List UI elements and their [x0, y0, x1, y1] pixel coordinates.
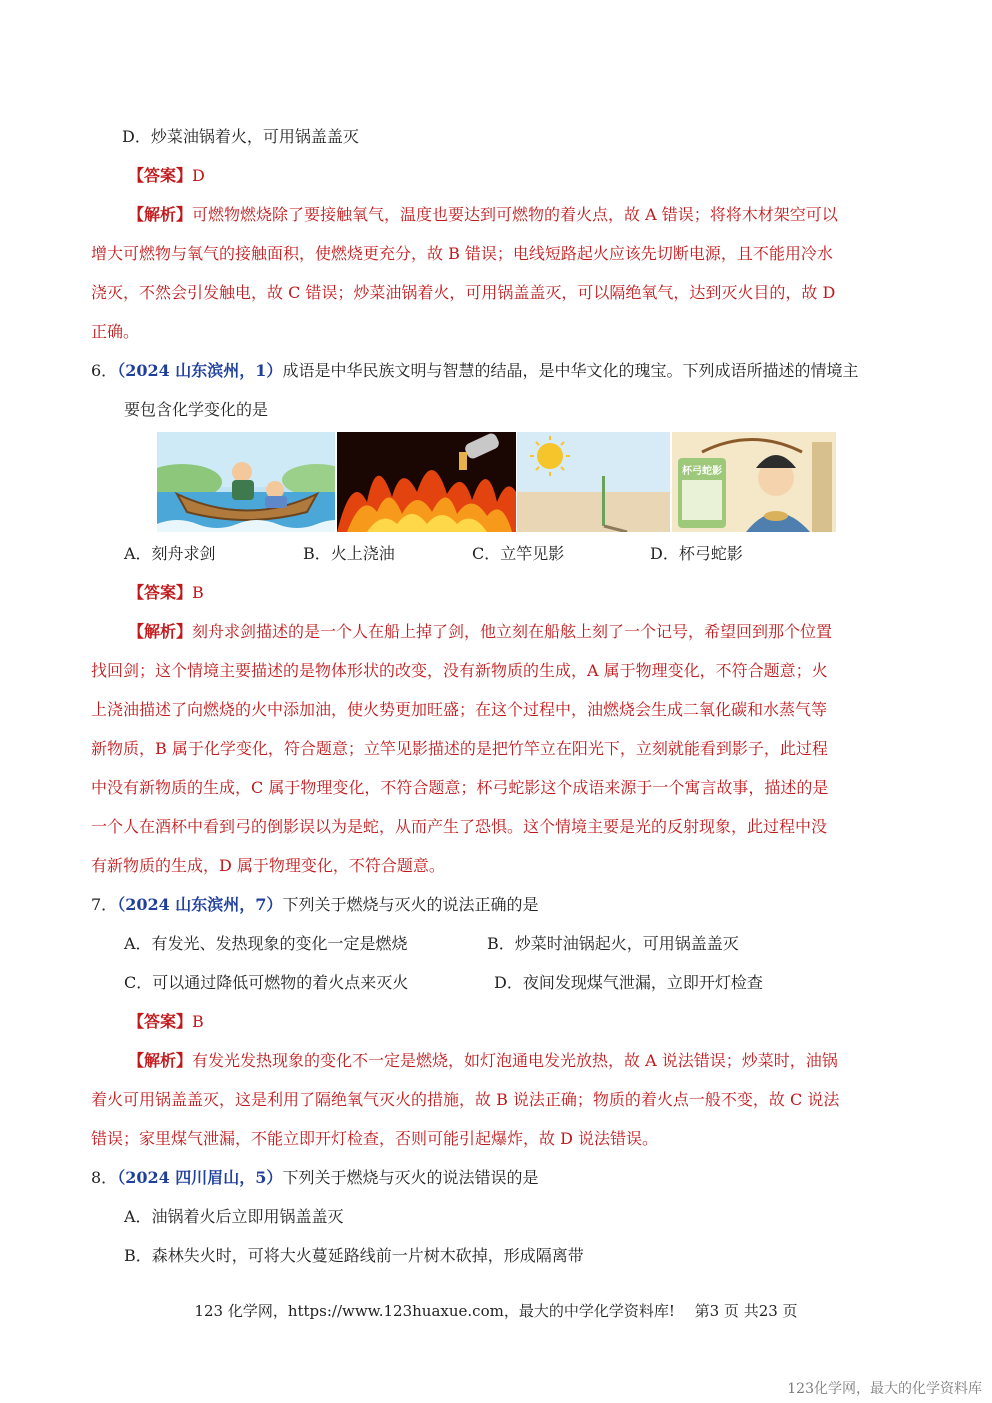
- q5-analysis-line-4: 正确。: [91, 322, 140, 341]
- analysis-tag: 【解析】: [128, 205, 193, 224]
- q6-option-b: B．火上浇油: [303, 544, 395, 563]
- q6-analysis-line-5: 中没有新物质的生成，C 属于物理变化，不符合题意；杯弓蛇影这个成语来源于一个寓言故事，描述的是: [91, 778, 829, 797]
- q5-answer: [128, 165, 205, 187]
- fire-illustration: [337, 432, 516, 532]
- q5-analysis-line-1: [128, 204, 838, 226]
- q7-option-a: A．有发光、发热现象的变化一定是燃烧: [124, 934, 408, 953]
- answer-tag: 【答案】: [128, 1012, 193, 1031]
- answer-value: B: [192, 583, 204, 602]
- q7-analysis-line-3: 错误；家里煤气泄漏，不能立即开灯检查，否则可能引起爆炸，故 D 说法错误。: [91, 1129, 659, 1148]
- q8-option-a: A．油锅着火后立即用锅盖盖灭: [124, 1207, 344, 1226]
- q8-option-b: B．森林失火时，可将大火蔓延路线前一片树木砍掉，形成隔离带: [124, 1246, 584, 1265]
- q6-option-d: D．杯弓蛇影: [650, 544, 743, 563]
- q5-option-d: D．炒菜油锅着火，可用锅盖盖灭: [122, 127, 359, 146]
- question-stem: 下列关于燃烧与灭火的说法正确的是: [282, 895, 539, 914]
- analysis-tag: 【解析】: [128, 1051, 193, 1070]
- analysis-tag: 【解析】: [128, 622, 193, 641]
- answer-tag: 【答案】: [128, 166, 193, 185]
- question-source: （2024 山东滨州，1）: [117, 361, 283, 380]
- sun-pole-illustration: [517, 432, 670, 532]
- answer-value: D: [192, 166, 205, 185]
- q7-option-b: B．炒菜时油锅起火，可用锅盖盖灭: [487, 934, 739, 953]
- question-source: （2024 山东滨州，7）: [117, 895, 283, 914]
- q7-analysis-line-1: [128, 1050, 838, 1072]
- q6-stem-line-2: 要包含化学变化的是: [124, 400, 269, 419]
- site-watermark: 123化学网，最大的化学资料库: [787, 1381, 982, 1397]
- answer-value: B: [192, 1012, 204, 1031]
- q7-analysis-line-2: 着火可用锅盖盖灭，这是利用了隔绝氧气灭火的措施，故 B 说法正确；物质的着火点一般不变，故 C 说法: [91, 1090, 840, 1109]
- q8-stem: [91, 1167, 538, 1189]
- q7-answer: [128, 1011, 204, 1033]
- boat-illustration: [157, 432, 335, 532]
- q6-stem-line-1: [91, 360, 858, 382]
- analysis-text: 刻舟求剑描述的是一个人在船上掉了剑，他立刻在船舷上刻了一个记号，希望回到那个位置: [192, 622, 833, 641]
- question-stem: 下列关于燃烧与灭火的说法错误的是: [282, 1168, 539, 1187]
- bow-snake-illustration: [672, 432, 836, 532]
- question-number: 8．: [91, 1168, 118, 1187]
- analysis-text: 可燃物燃烧除了要接触氧气，温度也要达到可燃物的着火点，故 A 错误；将将木材架空可以: [192, 205, 838, 224]
- q5-analysis-line-2: 增大可燃物与氧气的接触面积，使燃烧更充分，故 B 错误；电线短路起火应该先切断电源，且不能用冷水: [91, 244, 833, 263]
- q6-analysis-line-1: [128, 621, 832, 643]
- q6-analysis-line-3: 上浇油描述了向燃烧的火中添加油，使火势更加旺盛；在这个过程中，油燃烧会生成二氧化碳和水蒸气等: [91, 700, 828, 719]
- q6-analysis-line-4: 新物质，B 属于化学变化，符合题意；立竿见影描述的是把竹竿立在阳光下，立刻就能看到影子，此过程: [91, 739, 828, 758]
- q5-analysis-line-3: 浇灭，不然会引发触电，故 C 错误；炒菜油锅着火，可用锅盖盖灭，可以隔绝氧气，达到灭火目的，故 D: [91, 283, 836, 302]
- question-source: （2024 四川眉山，5）: [117, 1168, 283, 1187]
- answer-tag: 【答案】: [128, 583, 193, 602]
- analysis-text: 有发光发热现象的变化不一定是燃烧，如灯泡通电发光放热，故 A 说法错误；炒菜时，油锅: [192, 1051, 838, 1070]
- question-stem: 成语是中华民族文明与智慧的结晶，是中华文化的瑰宝。下列成语所描述的情境主: [282, 361, 859, 380]
- q6-analysis-line-6: 一个人在酒杯中看到弓的倒影误以为是蛇，从而产生了恐惧。这个情境主要是光的反射现象，此过程中没: [91, 817, 828, 836]
- q6-analysis-line-7: 有新物质的生成，D 属于物理变化，不符合题意。: [91, 856, 445, 875]
- q7-option-c: C．可以通过降低可燃物的着火点来灭火: [124, 973, 409, 992]
- question-number: 6．: [91, 361, 118, 380]
- question-number: 7．: [91, 895, 118, 914]
- q6-analysis-line-2: 找回剑；这个情境主要描述的是物体形状的改变，没有新物质的生成，A 属于物理变化，不符合题意；火: [91, 661, 828, 680]
- q6-option-c: C．立竿见影: [472, 544, 565, 563]
- q6-answer: [128, 582, 204, 604]
- q6-option-a: A．刻舟求剑: [124, 544, 216, 563]
- page-footer: 123 化学网，https://www.123huaxue.com，最大的中学化学资料库! 第3 页 共23 页: [194, 1302, 798, 1320]
- q7-stem: [91, 894, 538, 916]
- q7-option-d: D．夜间发现煤气泄漏，立即开灯检查: [494, 973, 763, 992]
- image-caption: 杯弓蛇影: [682, 466, 722, 477]
